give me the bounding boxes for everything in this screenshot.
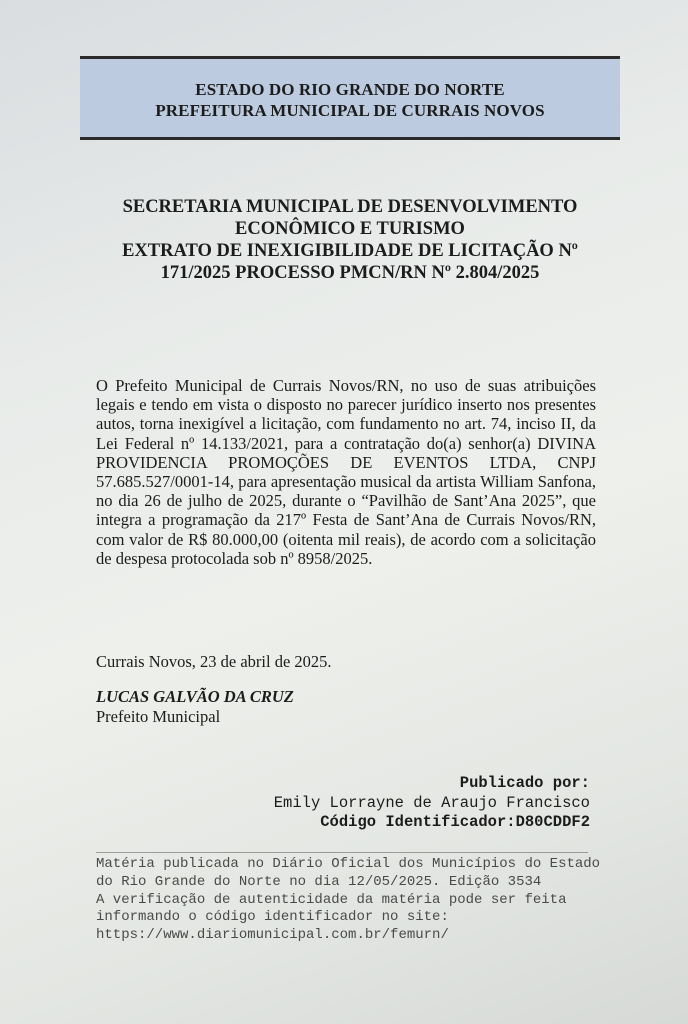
place-date: Currais Novos, 23 de abril de 2025. <box>96 652 332 671</box>
title-line-3: EXTRATO DE INEXIGIBILIDADE DE LICITAÇÃO Nº <box>122 241 578 261</box>
published-by-label: Publicado por: <box>459 774 590 792</box>
header-prefecture: PREFEITURA MUNICIPAL DE CURRAIS NOVOS <box>155 101 545 120</box>
document-title <box>80 196 620 284</box>
signer-name: LUCAS GALVÃO DA CRUZ <box>96 687 294 706</box>
identifier-code: Código Identificador:D80CDDF2 <box>320 813 590 831</box>
footer-url: https://www.diariomunicipal.com.br/femurn/ <box>96 927 449 944</box>
title-line-2: ECONÔMICO E TURISMO <box>235 219 465 239</box>
footer-line-4: informando o código identificador no site: <box>96 909 449 926</box>
title-line-4: 171/2025 PROCESSO PMCN/RN Nº 2.804/2025 <box>160 263 540 283</box>
footer-line-3: A verificação de autenticidade da matéria pode ser feita <box>96 891 567 908</box>
publication-info <box>274 774 590 833</box>
footer-note <box>96 856 601 945</box>
footer-divider <box>96 852 588 853</box>
publisher-name: Emily Lorrayne de Araujo Francisco <box>273 793 590 812</box>
footer-line-2: do Rio Grande do Norte no dia 12/05/2025. Edição 3534 <box>96 873 542 890</box>
header-state: ESTADO DO RIO GRANDE DO NORTE <box>195 80 505 99</box>
body-paragraph: O Prefeito Municipal de Currais Novos/RN, no uso de suas atribuições legais e tendo em vista o disposto no parecer jurídico inserto nos presentes autos, torna inexigível a licitação, com fundamento no art. 74, inciso II, da Lei Federal nº 14.133/2021, para a contratação do(a) senhor(a) DIVINA PROVIDENCIA PROMOÇÕES DE EVENTOS LTDA, CNPJ 57.685.527/0001-14, para apresentação musical da artista William Sanfona, no dia 26 de julho de 2025, durante o “Pavilhão de Sant’Ana 2025”, que integra a programação da 217º Festa de Sant’Ana de Currais Novos/RN, com valor de R$ 80.000,00 (oitenta mil reais), de acordo com a solicitação de despesa protocolada sob nº 8958/2025. <box>96 376 596 568</box>
header-banner <box>80 56 620 140</box>
signer-role: Prefeito Municipal <box>96 707 221 726</box>
title-line-1: SECRETARIA MUNICIPAL DE DESENVOLVIMENTO <box>122 197 578 217</box>
footer-line-1: Matéria publicada no Diário Oficial dos Municípios do Estado <box>96 856 601 872</box>
